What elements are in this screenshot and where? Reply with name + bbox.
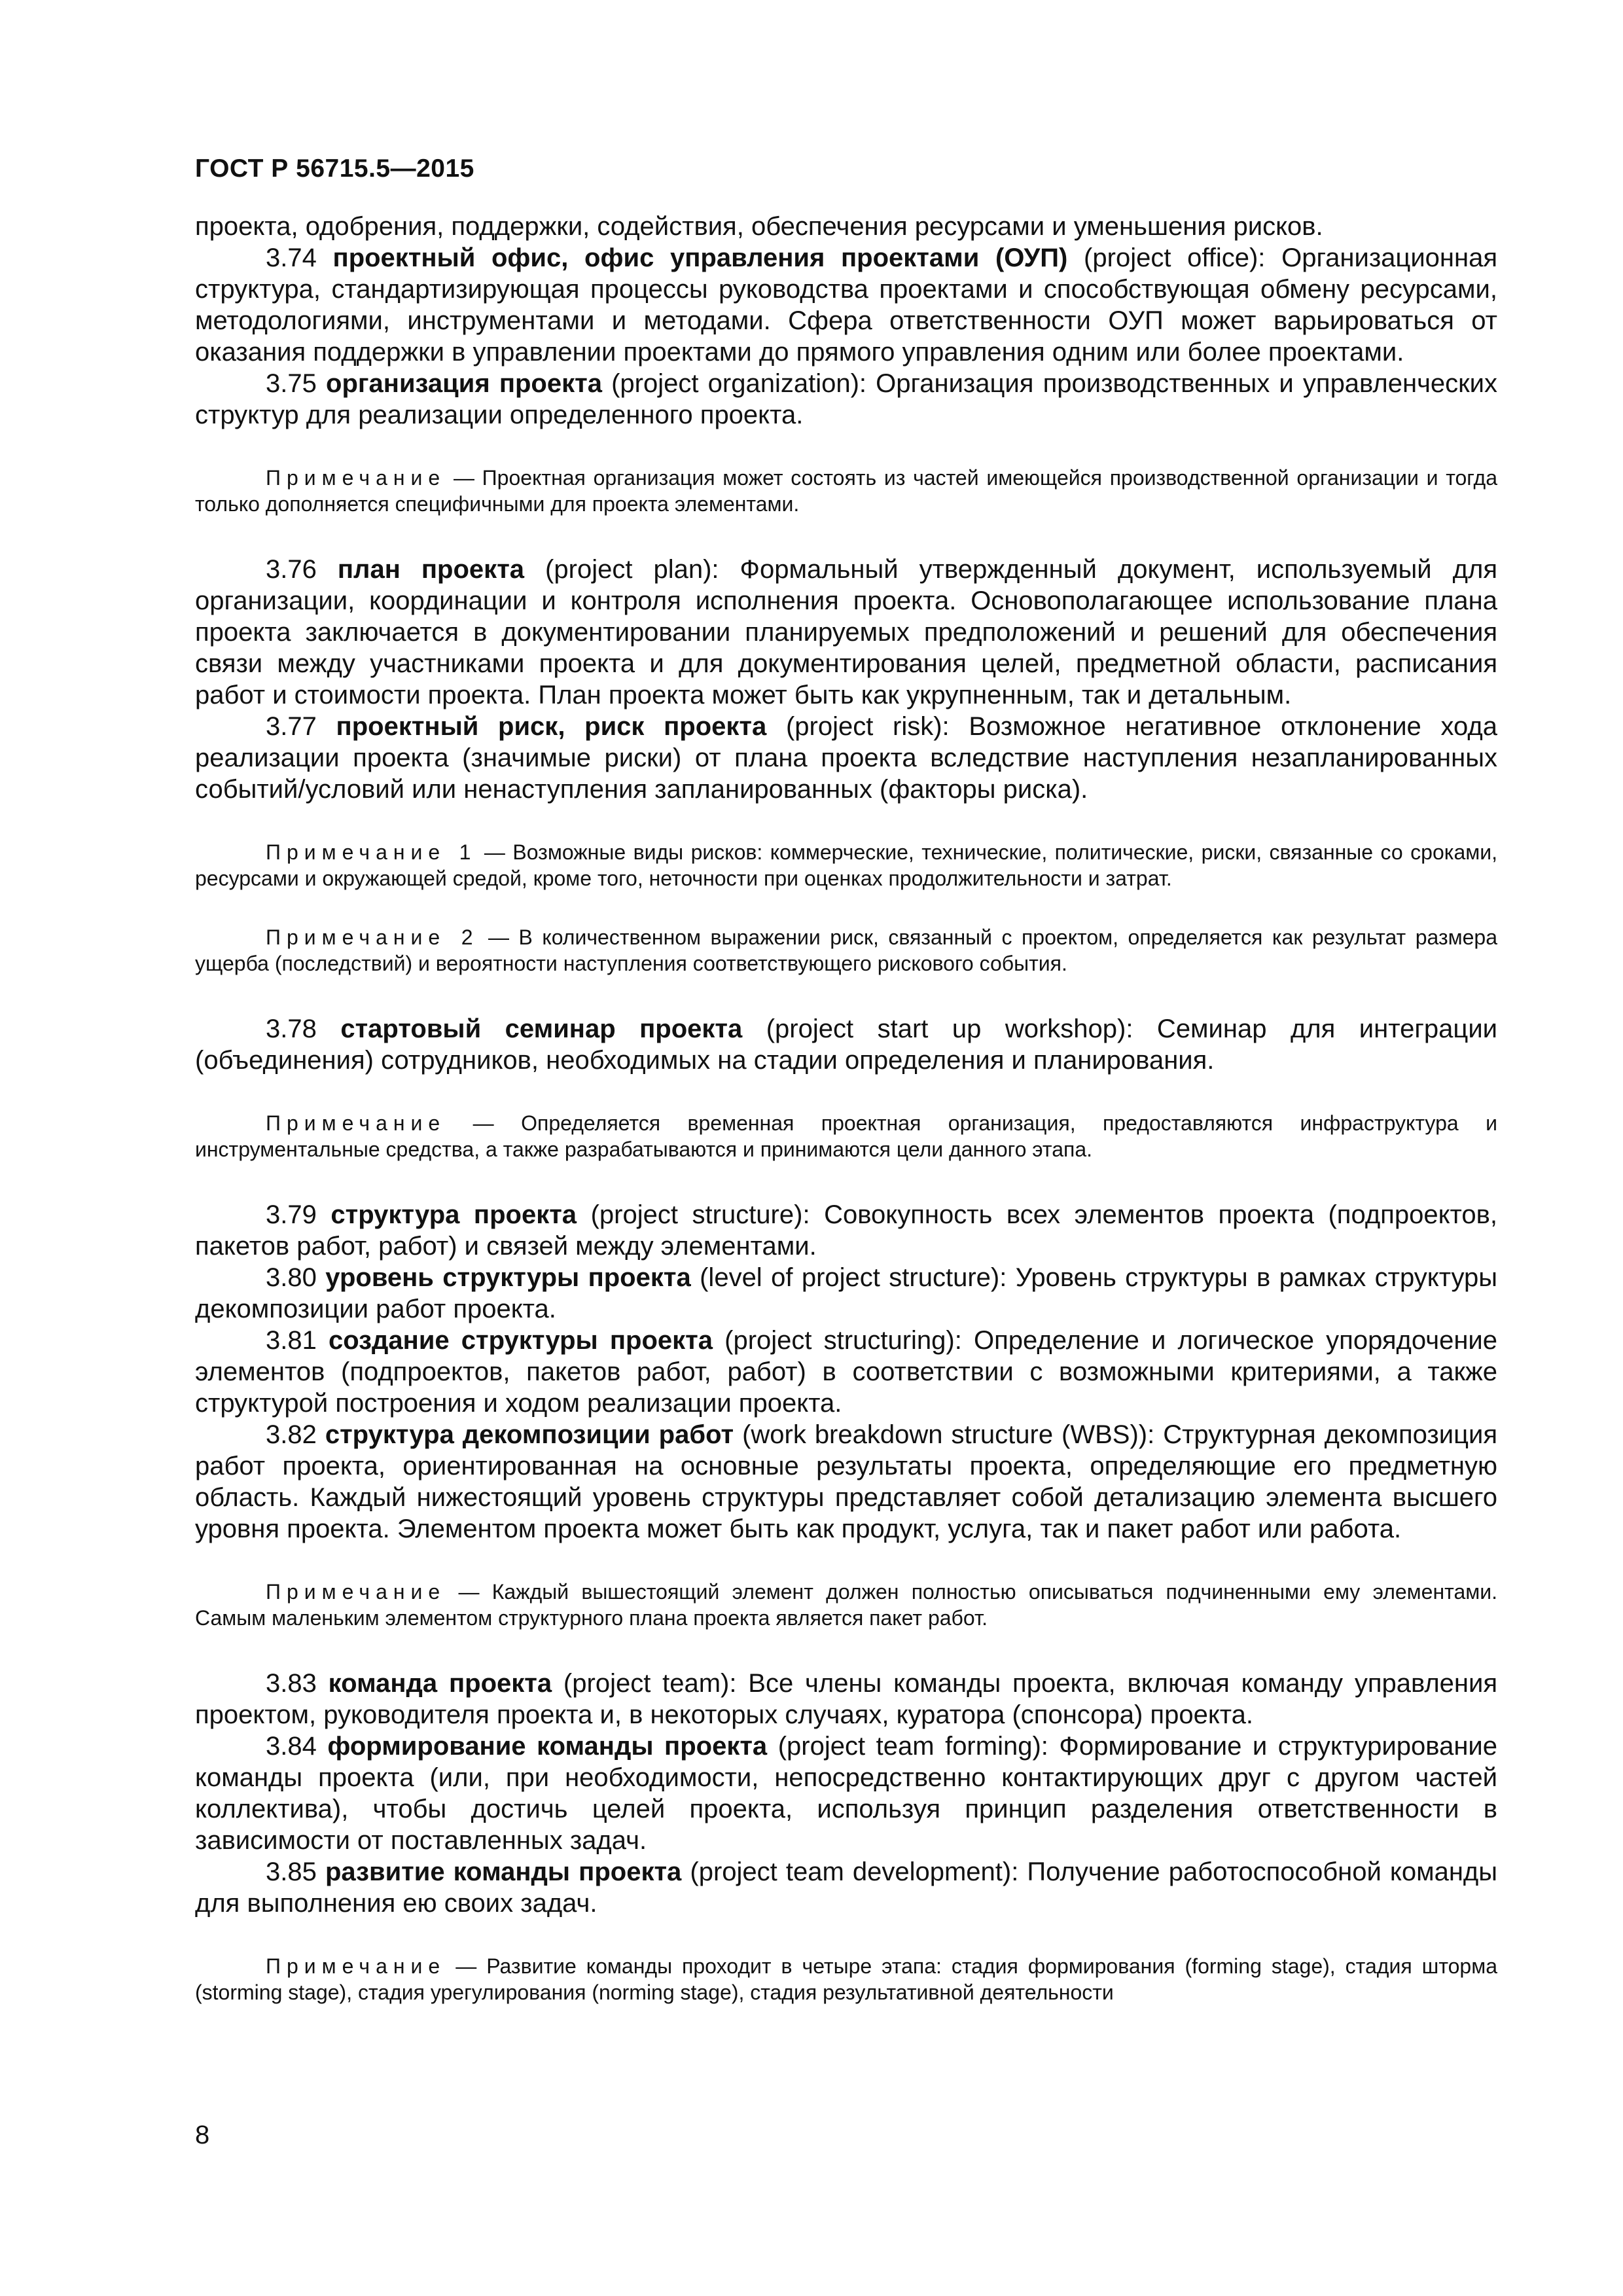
term-definition: (project structuring): Определение и логическое упорядочение элементов (подпроектов, пакетов работ, работ) в соответствии с возможными критериями, а также структурой построения и ходом реализации проекта. [195,1326,1497,1418]
term-name: проектный офис, офис управления проектами (ОУП) [332,243,1068,272]
note-text: — Развитие команды проходит в четыре этапа: стадия формирования (forming stage), стадия шторма (storming stage), стадия урегулирования (norming stage), стадия результативной деятельности [195,1954,1498,2004]
note-3-75 [195,465,1497,517]
term-3-85 [195,1856,1497,1919]
term-3-81 [195,1325,1497,1419]
term-definition: (project start up workshop): Семинар для интеграции (объединения) сотрудников, необходимых на стадии определения и планирования. [195,1014,1498,1075]
term-definition: (project plan): Формальный утвержденный документ, используемый для организации, координации и контроля исполнения проекта. Основополагающее использование плана проекта заключается в документировании планируемых предположений и решений для обеспечения связи между участниками проекта и для документирования целей, предметной области, расписания работ и стоимости проекта. План проекта может быть как укрупненным, так и детальным. [195,555,1498,709]
note-text: — Возможные виды рисков: коммерческие, технические, политические, риски, связанные со сроками, ресурсами и окружающей средой, кроме того, неточности при оценках продолжительности и затрат. [195,840,1498,890]
term-number: 3.85 [266,1857,325,1886]
term-3-74 [195,242,1497,368]
term-number: 3.79 [266,1200,331,1229]
term-name: организация проекта [326,369,602,398]
term-name: структура проекта [330,1200,577,1229]
term-number: 3.80 [266,1263,326,1292]
term-3-75 [195,368,1497,431]
note-text: — Определяется временная проектная организация, предоставляются инфраструктура и инструментальные средства, а также разрабатываются и принимаются цели данного этапа. [195,1111,1497,1161]
term-name: структура декомпозиции работ [325,1420,734,1449]
term-3-84 [195,1731,1497,1856]
note-label: Примечание [266,466,446,490]
note-label: Примечание 2 [266,925,479,949]
note-text: — В количественном выражении риск, связанный с проектом, определяется как результат размера ущерба (последствий) и вероятности наступления соответствующего рискового события. [195,925,1498,975]
term-3-79 [195,1199,1497,1262]
term-name: команда проекта [328,1669,552,1698]
note-3-77-2 [195,924,1497,977]
term-definition: (project organization): Организация производственных и управленческих структур для реализации определенного проекта. [195,369,1497,429]
note-3-78 [195,1110,1497,1162]
document-page [195,0,1497,2296]
document-header: ГОСТ Р 56715.5—2015 [195,154,474,183]
note-label: Примечание 1 [266,840,477,864]
term-name: создание структуры проекта [329,1326,713,1355]
term-definition: (project team development): Получение работоспособной команды для выполнения ею своих задач. [195,1857,1497,1918]
term-3-78 [195,1013,1497,1076]
term-number: 3.74 [266,243,333,272]
term-definition: (project team): Все члены команды проекта, включая команду управления проектом, руководителя проекта и, в некоторых случаях, куратора (спонсора) проекта. [195,1669,1498,1729]
term-number: 3.76 [266,555,338,584]
term-number: 3.84 [266,1732,328,1761]
term-definition: (project office): Организационная структура, стандартизирующая процессы руководства проектами и способствующая обмену ресурсами, методологиями, инструментами и методами. Сфера ответственности ОУП может варьироваться от оказания поддержки в управлении проектами до прямого управления одним или более проектами. [195,243,1498,367]
paragraph-continuation: проекта, одобрения, поддержки, содействия, обеспечения ресурсами и уменьшения рисков. [195,212,1323,241]
term-name: стартовый семинар проекта [340,1014,743,1043]
term-name: план проекта [337,555,525,584]
term-3-82 [195,1419,1497,1545]
page-number: 8 [195,2121,210,2149]
term-3-77 [195,711,1497,805]
term-name: развитие команды проекта [325,1857,682,1886]
term-name: уровень структуры проекта [325,1263,691,1292]
term-definition: (work breakdown structure (WBS)): Структурная декомпозиция работ проекта, ориентированная на основные результаты проекта, определяющие его предметную область. Каждый нижестоящий уровень структуры представляет собой детализацию элемента высшего уровня проекта. Элементом проекта может быть как продукт, услуга, так и пакет работ или работа. [195,1420,1498,1543]
term-definition: (project structure): Совокупность всех элементов проекта (подпроектов, пакетов работ, работ) и связей между элементами. [195,1200,1498,1261]
note-text: — Каждый вышестоящий элемент должен полностью описываться подчиненными ему элементами. Самым маленьким элементом структурного плана проекта является пакет работ. [195,1580,1497,1630]
note-text: — Проектная организация может состоять из частей имеющейся производственной организации и тогда только дополняется специфичными для проекта элементами. [195,466,1497,516]
note-3-77-1 [195,839,1497,891]
term-3-80 [195,1262,1497,1325]
term-number: 3.81 [266,1326,329,1355]
term-definition: (project risk): Возможное негативное отклонение хода реализации проекта (значимые риски) от плана проекта вследствие наступления незапланированных событий/условий или ненаступления запланированных (факторы риска). [195,712,1497,804]
term-3-83 [195,1668,1497,1731]
note-label: Примечание [266,1111,446,1135]
term-number: 3.75 [266,369,327,398]
note-3-82 [195,1579,1497,1631]
term-3-76 [195,554,1497,711]
note-label: Примечание [266,1580,446,1604]
term-number: 3.83 [266,1669,329,1698]
document-body [195,211,1497,2005]
term-number: 3.78 [266,1014,341,1043]
term-name: проектный риск, риск проекта [336,712,767,741]
term-number: 3.82 [266,1420,325,1449]
note-3-85 [195,1953,1497,2005]
term-definition: (level of project structure): Уровень структуры в рамках структуры декомпозиции работ проекта. [195,1263,1498,1323]
term-name: формирование команды проекта [327,1732,768,1761]
term-definition: (project team forming): Формирование и структурирование команды проекта (или, при необходимости, непосредственно контактирующих друг с другом частей коллектива), чтобы достичь целей проекта, используя принцип разделения ответственности в зависимости от поставленных задач. [195,1732,1497,1855]
term-number: 3.77 [266,712,336,741]
note-label: Примечание [266,1954,446,1978]
